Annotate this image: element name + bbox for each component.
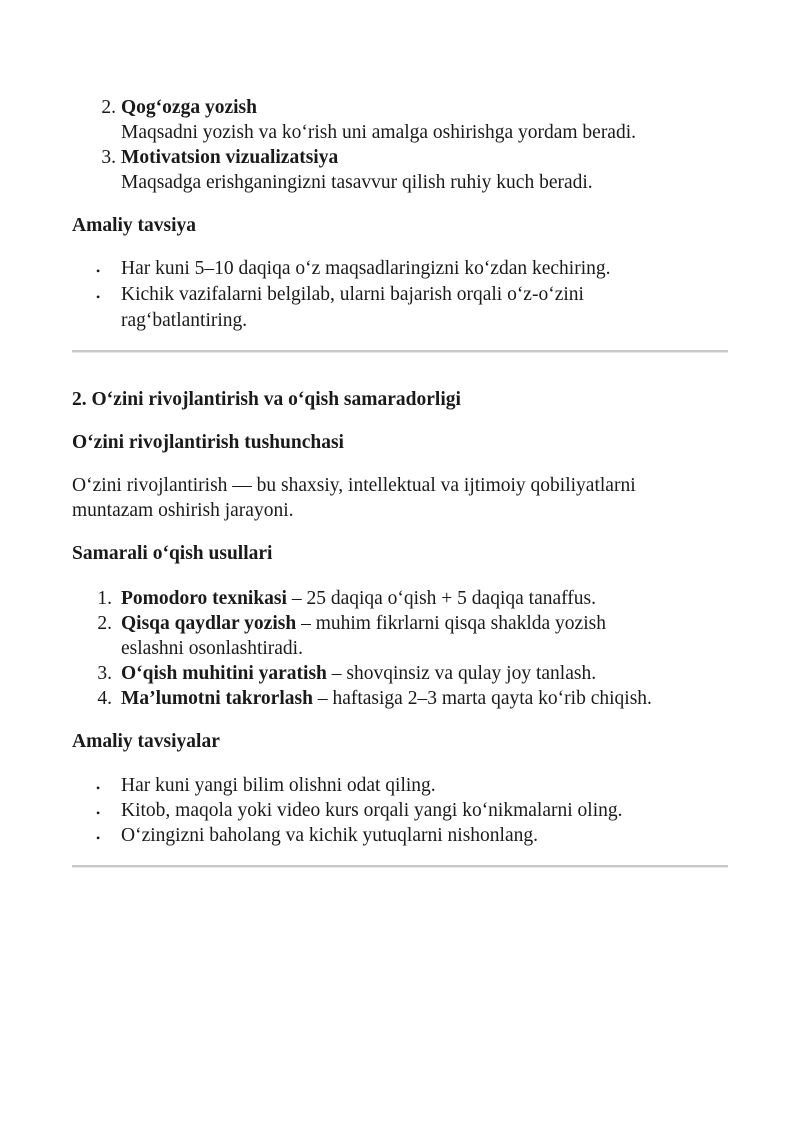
list-item-title: Motivatsion vizualizatsiya <box>121 147 339 168</box>
method-title: Qisqa qaydlar yozish <box>121 613 297 634</box>
method-item <box>121 613 606 635</box>
method-item <box>121 588 596 610</box>
section-title: 2. O‘zini rivojlantirish va o‘qish samaradorligi <box>72 389 461 410</box>
section-heading: Amaliy tavsiya <box>72 215 197 236</box>
horizontal-divider <box>72 350 728 353</box>
bullet-icon: • <box>96 806 101 820</box>
method-item-continuation: eslashni osonlashtiradi. <box>121 638 303 659</box>
list-number: 3. <box>97 663 112 684</box>
list-item-description: Maqsadga erishganingizni tasavvur qilish ruhiy kuch beradi. <box>121 172 593 193</box>
bullet-item-continuation: rag‘batlantiring. <box>121 310 248 331</box>
list-item-title: Qog‘ozga yozish <box>121 97 257 118</box>
horizontal-divider <box>72 865 728 868</box>
list-number: 1. <box>97 588 112 609</box>
list-number: 2. <box>101 97 116 118</box>
list-number: 2. <box>97 613 112 634</box>
bullet-item: Kitob, maqola yoki video kurs orqali yangi ko‘nikmalarni oling. <box>121 800 623 821</box>
bullet-item: Har kuni yangi bilim olishni odat qiling. <box>121 775 436 796</box>
method-title: Ma’lumotni takrorlash <box>121 688 313 709</box>
method-text: – shovqinsiz va qulay joy tanlash. <box>326 663 597 684</box>
method-text: – 25 daqiqa o‘qish + 5 daqiqa tanaffus. <box>286 588 596 609</box>
bullet-icon: • <box>96 781 101 795</box>
list-number: 3. <box>101 147 116 168</box>
bullet-icon: • <box>96 290 101 304</box>
method-text: – muhim fikrlarni qisqa shaklda yozish <box>296 613 606 634</box>
bullet-item: Kichik vazifalarni belgilab, ularni bajarish orqali o‘z-o‘zini <box>121 284 584 305</box>
bullet-icon: • <box>96 264 101 278</box>
list-number: 4. <box>97 688 112 709</box>
method-item <box>121 663 596 685</box>
bullet-item: Har kuni 5–10 daqiqa o‘z maqsadlaringizni ko‘zdan kechiring. <box>121 258 611 279</box>
paragraph-line: O‘zini rivojlantirish — bu shaxsiy, intellektual va ijtimoiy qobiliyatlarni <box>72 475 636 496</box>
paragraph-line: muntazam oshirish jarayoni. <box>72 500 294 521</box>
bullet-icon: • <box>96 831 101 845</box>
method-title: Pomodoro texnikasi <box>121 588 287 609</box>
method-text: – haftasiga 2–3 marta qayta ko‘rib chiqish. <box>312 688 652 709</box>
method-title: O‘qish muhitini yaratish <box>121 663 327 684</box>
subsection-heading: O‘zini rivojlantirish tushunchasi <box>72 432 344 453</box>
subsection-heading: Amaliy tavsiyalar <box>72 731 220 752</box>
list-item-description: Maqsadni yozish va ko‘rish uni amalga oshirishga yordam beradi. <box>121 122 637 143</box>
subsection-heading: Samarali o‘qish usullari <box>72 543 273 564</box>
method-item <box>121 688 652 710</box>
bullet-item: O‘zingizni baholang va kichik yutuqlarni nishonlang. <box>121 825 538 846</box>
